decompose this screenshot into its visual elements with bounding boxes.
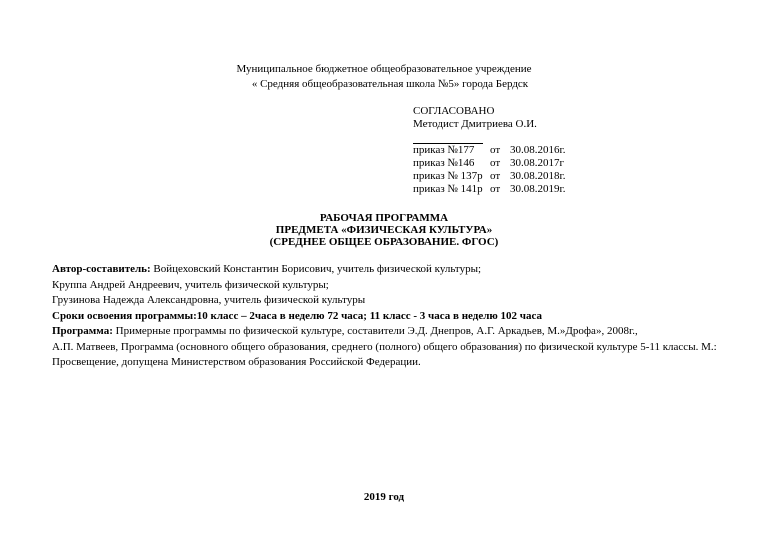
document-year: 2019 год — [363, 491, 405, 503]
order-date: 30.08.2016г. — [510, 144, 566, 156]
title-line-1: РАБОЧАЯ ПРОГРАММА — [319, 212, 449, 224]
approval-block — [413, 105, 566, 196]
order-row — [413, 183, 566, 196]
order-ot: от — [490, 170, 501, 182]
signature-line — [413, 131, 483, 144]
order-number: приказ №177 — [413, 144, 475, 156]
order-number: приказ №146 — [413, 157, 475, 169]
program-line — [52, 324, 752, 340]
author-1: Войцеховский Константин Борисович, учитель физической культуры; — [150, 263, 482, 275]
document-title — [0, 212, 768, 248]
program-label: Программа: — [52, 325, 113, 337]
order-row — [413, 157, 566, 170]
order-number: приказ № 141р — [413, 183, 483, 195]
header-line-2: « Средняя общеобразовательная школа №5» города Бердск — [251, 78, 529, 90]
order-ot: от — [490, 183, 501, 195]
program-details — [52, 262, 752, 371]
order-date: 30.08.2018г. — [510, 170, 566, 182]
title-line-2: ПРЕДМЕТА «ФИЗИЧЕСКАЯ КУЛЬТУРА» — [275, 224, 493, 236]
program-text-3: Просвещение, допущена Министерством образования Российской Федерации. — [52, 356, 421, 368]
author-label: Автор-составитель: — [52, 263, 151, 275]
approval-label: СОГЛАСОВАНО — [413, 105, 495, 117]
order-ot: от — [490, 157, 501, 169]
author-2: Круппа Андрей Андреевич, учитель физической культуры; — [52, 278, 329, 291]
order-row — [413, 144, 566, 157]
order-ot: от — [490, 144, 501, 156]
author-line — [52, 262, 752, 278]
author-3: Грузинова Надежда Александровна, учитель физической культуры — [52, 294, 366, 306]
order-row — [413, 170, 566, 183]
order-date: 30.08.2019г. — [510, 183, 566, 195]
order-number: приказ № 137р — [413, 170, 483, 182]
order-date: 30.08.2017г — [510, 157, 565, 169]
approval-methodist: Методист Дмитриева О.И. — [413, 118, 537, 130]
header-line-1: Муниципальное бюджетное общеобразовательное учреждение — [236, 63, 532, 75]
school-header — [0, 62, 768, 92]
program-terms: Сроки освоения программы:10 класс – 2часа в неделю 72 часа; 11 класс - 3 часа в неделю 102 часа — [52, 309, 543, 322]
program-text-1: Примерные программы по физической культуре, составители Э.Д. Днепров, А.Г. Аркадьев, М.»Дрофа», 2008г., — [112, 325, 638, 337]
title-line-3: (СРЕДНЕЕ ОБЩЕЕ ОБРАЗОВАНИЕ. ФГОС) — [269, 236, 499, 248]
program-text-2: А.П. Матвеев, Программа (основного общего образования, среднего (полного) общего образования) по физической культуре 5-11 классы. М.: — [52, 340, 717, 353]
